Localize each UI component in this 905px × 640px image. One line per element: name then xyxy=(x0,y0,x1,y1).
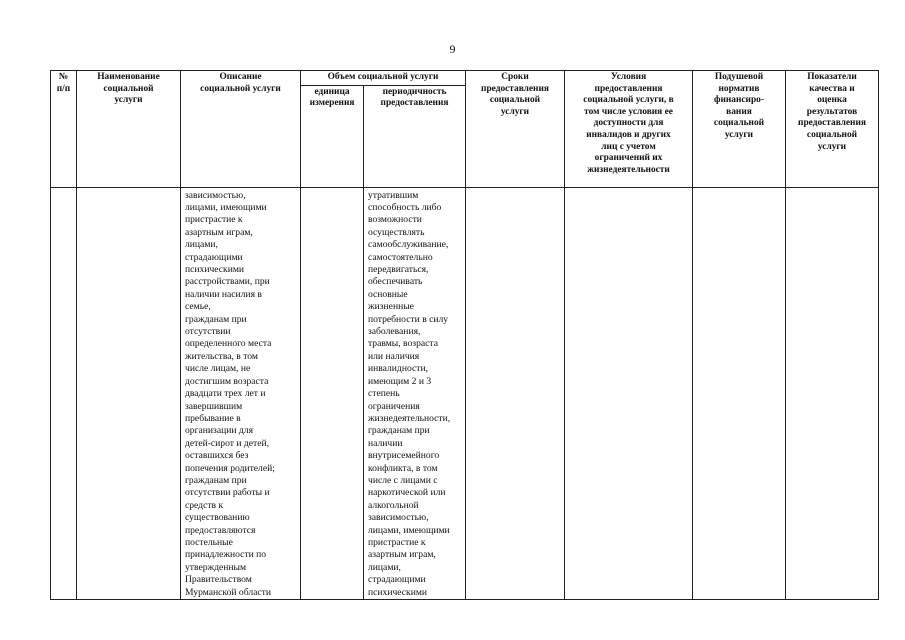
header-row-1 xyxy=(51,71,879,86)
cell-terms xyxy=(466,187,565,599)
cell-norm xyxy=(693,187,786,599)
social-services-table xyxy=(50,70,879,600)
cell-name xyxy=(77,187,181,599)
header-volume: Объем социальной услуги xyxy=(301,71,466,86)
cell-description: зависимостью, лицами, имеющими пристрастие к азартным играм, лицами, страдающими психическими расстройствами, при наличии насилия в семье, гражданам при отсутствии определенного места жительства, в том числе лицам, не достигшим возраста двадцати трех лет и завершившим пребывание в организации для детей-сирот и детей, оставшихся без попечения родителей; гражданам при отсутствии работы и средств к существованию предоставляются постельные принадлежности по утвержденным Правительством Мурманской области xyxy=(181,187,301,599)
header-description: Описание социальной услуги xyxy=(181,71,301,188)
cell-conditions xyxy=(565,187,693,599)
page-number: 9 xyxy=(449,42,456,56)
header-terms: Сроки предоставления социальной услуги xyxy=(466,71,565,188)
header-periodicity: периодичность предоставления xyxy=(364,85,466,187)
table-row xyxy=(51,187,879,599)
header-conditions: Условия предоставления социальной услуги, в том числе условия ее доступности для инвалидов и других лиц с учетом ограничений их жизнедеятельности xyxy=(565,71,693,188)
cell-periodicity: утратившим способность либо возможности осуществлять самообслуживание, самостоятельно передвигаться, обеспечивать основные жизненные потребности в силу заболевания, травмы, возраста или наличия инвалидности, имеющим 2 и 3 степень ограничения жизнедеятельности, гражданам при наличии внутрисемейного конфликта, в том числе с лицами с наркотической или алкогольной зависимостью, лицами, имеющими пристрастие к азартным играм, лицами, страдающими психическими xyxy=(364,187,466,599)
header-name: Наименование социальной услуги xyxy=(77,71,181,188)
header-norm: Подушевой норматив финансиро- вания социальной услуги xyxy=(693,71,786,188)
header-unit: единица измерения xyxy=(301,85,364,187)
header-indicators: Показатели качества и оценка результатов предоставления социальной услуги xyxy=(786,71,879,188)
cell-unit xyxy=(301,187,364,599)
cell-num xyxy=(51,187,77,599)
cell-indicators xyxy=(786,187,879,599)
header-num: № п/п xyxy=(51,71,77,188)
